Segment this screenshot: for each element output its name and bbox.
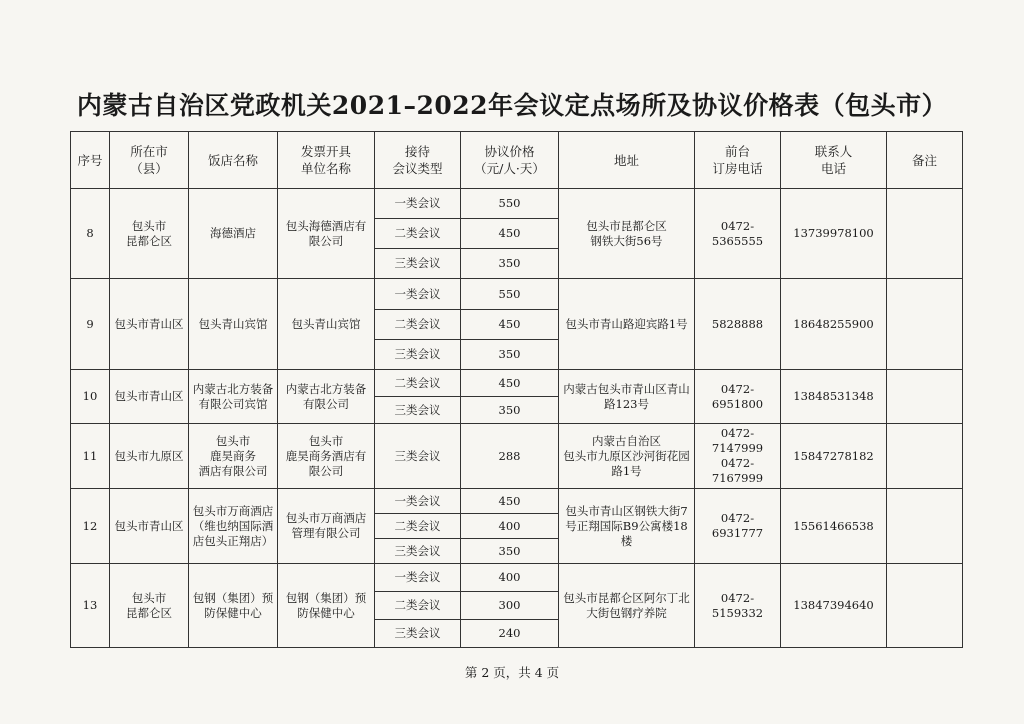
row-hotel: 包头市万商酒店 （维也纳国际酒 店包头正翔店）: [189, 489, 278, 564]
row-invoice: 包头海德酒店有 限公司: [278, 189, 375, 279]
meeting-type: 三类会议: [375, 397, 461, 424]
meeting-type: 二类会议: [375, 370, 461, 397]
header-no: 序号: [71, 132, 110, 189]
row-hotel: 包钢（集团）预 防保健中心: [189, 564, 278, 648]
row-address: 内蒙古包头市青山区青山 路123号: [559, 370, 695, 424]
row-address: 包头市昆都仑区 钢铁大街56号: [559, 189, 695, 279]
row-phone: 5828888: [695, 279, 781, 370]
row-hotel: 内蒙古北方装备 有限公司宾馆: [189, 370, 278, 424]
meeting-price: 450: [461, 219, 559, 249]
meeting-price: 240: [461, 620, 559, 648]
meeting-type: 三类会议: [375, 424, 461, 489]
table-row: [71, 564, 963, 592]
table-row: [71, 189, 963, 219]
meeting-price: 400: [461, 514, 559, 539]
row-city: 包头市九原区: [110, 424, 189, 489]
header-hotel: 饭店名称: [189, 132, 278, 189]
row-phone: 0472-7147999 0472-7167999: [695, 424, 781, 489]
meeting-price: 550: [461, 279, 559, 310]
row-no: 10: [71, 370, 110, 424]
row-contact: 13739978100: [781, 189, 887, 279]
meeting-type: 三类会议: [375, 620, 461, 648]
row-city: 包头市青山区: [110, 370, 189, 424]
row-contact: 18648255900: [781, 279, 887, 370]
header-invoice: 发票开具 单位名称: [278, 132, 375, 189]
meeting-type: 一类会议: [375, 564, 461, 592]
row-no: 8: [71, 189, 110, 279]
row-note: [887, 279, 963, 370]
meeting-type: 三类会议: [375, 249, 461, 279]
row-note: [887, 189, 963, 279]
header-city: 所在市 （县）: [110, 132, 189, 189]
page-footer: 第 2 页，共 4 页: [464, 665, 560, 680]
row-city: 包头市青山区: [110, 279, 189, 370]
meeting-price: 450: [461, 489, 559, 514]
row-hotel: 包头青山宾馆: [189, 279, 278, 370]
row-address: 内蒙古自治区 包头市九原区沙河街花园 路1号: [559, 424, 695, 489]
meeting-price: 450: [461, 370, 559, 397]
row-address: 包头市青山区钢铁大街7 号正翔国际B9公寓楼18楼: [559, 489, 695, 564]
table-header-row: [71, 132, 963, 189]
row-city: 包头市 昆都仑区: [110, 189, 189, 279]
meeting-type: 一类会议: [375, 489, 461, 514]
table-row: [71, 489, 963, 514]
row-phone: 0472-5159332: [695, 564, 781, 648]
meeting-price: 300: [461, 592, 559, 620]
meeting-type: 二类会议: [375, 219, 461, 249]
row-no: 11: [71, 424, 110, 489]
row-contact: 13847394640: [781, 564, 887, 648]
meeting-price: 450: [461, 310, 559, 340]
table-row: [71, 279, 963, 310]
meeting-price: 550: [461, 189, 559, 219]
row-note: [887, 424, 963, 489]
meeting-type: 三类会议: [375, 539, 461, 564]
row-note: [887, 489, 963, 564]
row-invoice: 包头青山宾馆: [278, 279, 375, 370]
header-note: 备注: [887, 132, 963, 189]
row-contact: 15847278182: [781, 424, 887, 489]
row-phone: 0472-6951800: [695, 370, 781, 424]
row-invoice: 包头市 鹿昊商务酒店有 限公司: [278, 424, 375, 489]
meeting-price: 400: [461, 564, 559, 592]
row-phone: 0472-6931777: [695, 489, 781, 564]
header-contact: 联系人 电话: [781, 132, 887, 189]
page-title: 内蒙古自治区党政机关2021–2022年会议定点场所及协议价格表（包头市）: [76, 91, 948, 120]
row-address: 包头市昆都仑区阿尔丁北 大街包钢疗养院: [559, 564, 695, 648]
meeting-price: 350: [461, 397, 559, 424]
row-city: 包头市青山区: [110, 489, 189, 564]
header-price: 协议价格 （元/人·天）: [461, 132, 559, 189]
meeting-type: 二类会议: [375, 514, 461, 539]
header-address: 地址: [559, 132, 695, 189]
row-hotel: 海德酒店: [189, 189, 278, 279]
row-invoice: 包钢（集团）预 防保健中心: [278, 564, 375, 648]
table-row: [71, 424, 963, 489]
row-phone: 0472-5365555: [695, 189, 781, 279]
meeting-price: 350: [461, 340, 559, 370]
row-no: 12: [71, 489, 110, 564]
row-invoice: 内蒙古北方装备 有限公司: [278, 370, 375, 424]
row-city: 包头市 昆都仑区: [110, 564, 189, 648]
row-note: [887, 370, 963, 424]
row-address: 包头市青山路迎宾路1号: [559, 279, 695, 370]
row-contact: 15561466538: [781, 489, 887, 564]
meeting-type: 一类会议: [375, 279, 461, 310]
price-table: [70, 131, 963, 648]
row-note: [887, 564, 963, 648]
table-row: [71, 370, 963, 397]
meeting-type: 二类会议: [375, 592, 461, 620]
meeting-type: 二类会议: [375, 310, 461, 340]
row-contact: 13848531348: [781, 370, 887, 424]
meeting-price: 350: [461, 539, 559, 564]
row-no: 9: [71, 279, 110, 370]
header-type: 接待 会议类型: [375, 132, 461, 189]
meeting-price: 288: [461, 424, 559, 489]
row-hotel: 包头市 鹿昊商务 酒店有限公司: [189, 424, 278, 489]
meeting-type: 一类会议: [375, 189, 461, 219]
meeting-price: 350: [461, 249, 559, 279]
row-invoice: 包头市万商酒店 管理有限公司: [278, 489, 375, 564]
row-no: 13: [71, 564, 110, 648]
header-phone: 前台 订房电话: [695, 132, 781, 189]
meeting-type: 三类会议: [375, 340, 461, 370]
